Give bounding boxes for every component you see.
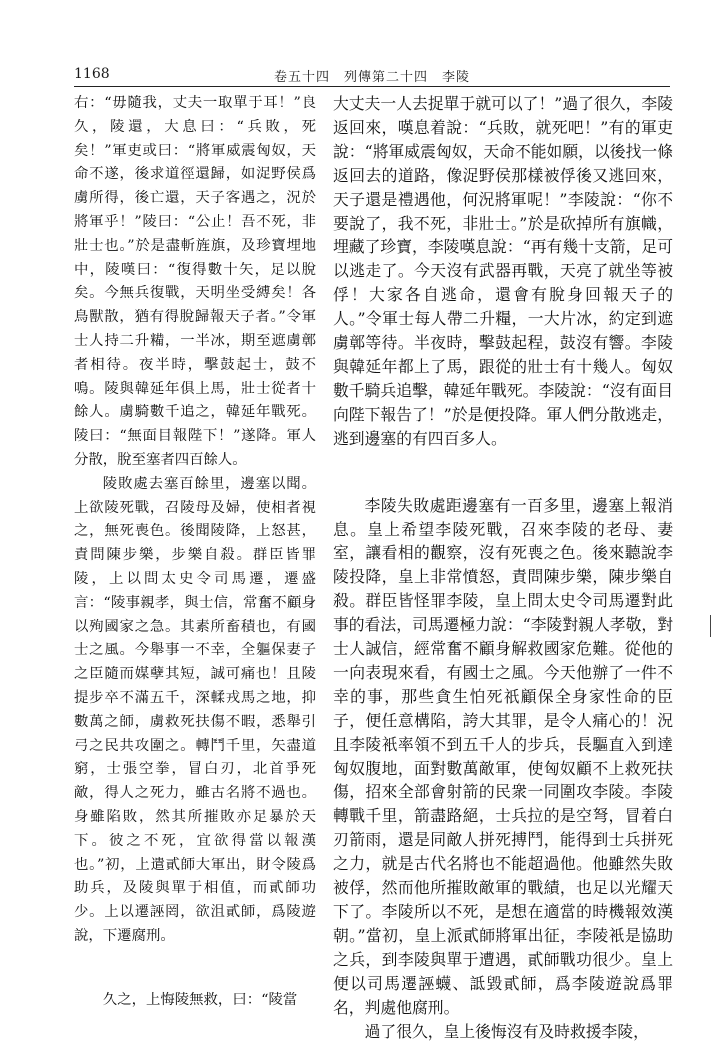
classical-text-column — [74, 92, 316, 1012]
classical-paragraph-2: 陵敗處去塞百餘里，邊塞以聞。上欲陵死戰，召陵母及婦，使相者視之，無死喪色。後聞陵降，上怒甚，責問陳步樂，步樂自殺。群臣皆罪陵，上以問太史令司馬遷，遷盛言：“陵事親孝，與士信，常奮不顧身以殉國家之急。其素所畜積也，有國士之風。今舉事一不幸，全軀保妻子之臣隨而媒孽其短，誠可痛也！且陵提步卒不滿五千，深輮戎馬之地，抑數萬之師，虜救死扶傷不暇，悉舉引弓之民共攻圍之。轉鬥千里，矢盡道窮，士張空拳，冒白刃，北首爭死敵，得人之死力，雖古名將不過也。身雖陷敗，然其所摧敗亦足暴於天下。彼之不死，宜欲得當以報漢也。”初，上遣貳師大軍出，財令陵爲助兵，及陵與單于相值，而貳師功少。上以遷誣罔，欲沮貳師，爲陵遊說，下遷腐刑。 — [74, 475, 316, 944]
translation-paragraph-1: 大丈夫一人去捉單于就可以了！”過了很久，李陵返回來，嘆息着說：“兵敗，就死吧！”有的軍吏說：“將軍威震匈奴，天命不能如願，以後找一條返回去的道路，像浞野侯那樣被俘後又逃回來，天子還是禮遇他，何況將軍呢！”李陵說：“你不要說了，我不死，非壯士。”於是砍掉所有旗幟，埋藏了珍寶，李陵嘆息說：“再有幾十支箭，足可以逃走了。今天沒有武器再戰，天亮了就坐等被俘！大家各自逃命，還會有脫身回報天子的人。”令軍士每人帶二升糧，一大片冰，約定到遮虜鄣等待。半夜時，擊鼓起程，鼓沒有響。李陵與韓延年都上了馬，跟從的壯士有十幾人。匈奴數千騎兵追擊，韓延年戰死。李陵說：“沒有面目向陛下報告了！”於是便投降。軍人們分散逃走，逃到邊塞的有四百多人。 — [333, 94, 673, 448]
page-number: 1168 — [74, 66, 110, 82]
paragraph-gap — [333, 451, 673, 494]
translation-paragraph-2: 李陵失敗處距邊塞有一百多里，邊塞上報消息。皇上希望李陵死戰，召來李陵的老母、妻室，讓看相的觀察，沒有死喪之色。後來聽說李陵投降，皇上非常憤怒，責問陳步樂，陳步樂自殺。群臣皆怪罪李陵，皇上問太史令司馬遷對此事的看法，司馬遷極力說：“李陵對親人孝敬，對士人誠信，經常奮不顧身解救國家危難。從他的一向表現來看，有國士之風。今天他辦了一件不幸的事，那些貪生怕死祇顧保全身家性命的臣子，便任意構陷，誇大其罪，是令人痛心的！況且李陵衹率領不到五千人的步兵，長驅直入到達匈奴腹地，面對數萬敵軍，使匈奴顧不上救死扶傷，招來全部會射箭的民衆一同圍攻李陵。李陵轉戰千里，箭盡路絕，士兵拉的是空弩，冒着白刃箭雨，還是同敵人拼死搏鬥，能得到士兵拼死之力，就是古代名將也不能超過他。他雖然失敗被俘，然而他所摧敗敵軍的戰績，也足以光耀天下了。李陵所以不死，是想在適當的時機報效漢朝。”當初，皇上派貳師將軍出征，李陵衹是協助之兵，到李陵與單于遭遇，貳師戰功很少。皇上便以司馬遷誣蠛、詆毀貳師，爲李陵遊說爲罪名，判處他腐刑。 — [333, 495, 673, 1017]
header-rule — [74, 86, 670, 87]
translation-paragraph-3: 過了很久，皇上後悔沒有及時救援李陵， — [364, 1021, 649, 1041]
running-title: 卷五十四 列傳第二十四 李陵 — [274, 70, 471, 85]
paragraph-gap — [74, 949, 316, 989]
translation-column — [333, 92, 673, 1043]
margin-mark — [710, 615, 711, 637]
classical-paragraph-3: 久之，上悔陵無救，曰：“陵當 — [102, 991, 298, 1008]
classical-paragraph-1: 右：“毋隨我，丈夫一取單于耳！”良久，陵還，大息曰：“兵敗，死矣！”軍吏或曰：“將軍威震匈奴，天命不遂，後求道徑還歸，如浞野侯爲虜所得，後亡還，天子客遇之，況於將軍乎！”陵曰：“公止！吾不死，非壯士也。”於是盡斬旌旗，及珍寶埋地中，陵嘆曰：“復得數十矢，足以脫矣。今無兵復戰，天明坐受縛矣！各鳥獸散，猶有得脫歸報天子者。”令軍士人持二升糒，一半冰，期至遮虜鄣者相待。夜半時，擊鼓起士，鼓不鳴。陵與韓延年俱上馬，壯士從者十餘人。虜騎數千追之，韓延年戰死。陵曰：“無面目報陛下！”遂降。軍人分散，脫至塞者四百餘人。 — [74, 95, 316, 468]
page-header — [74, 66, 670, 88]
